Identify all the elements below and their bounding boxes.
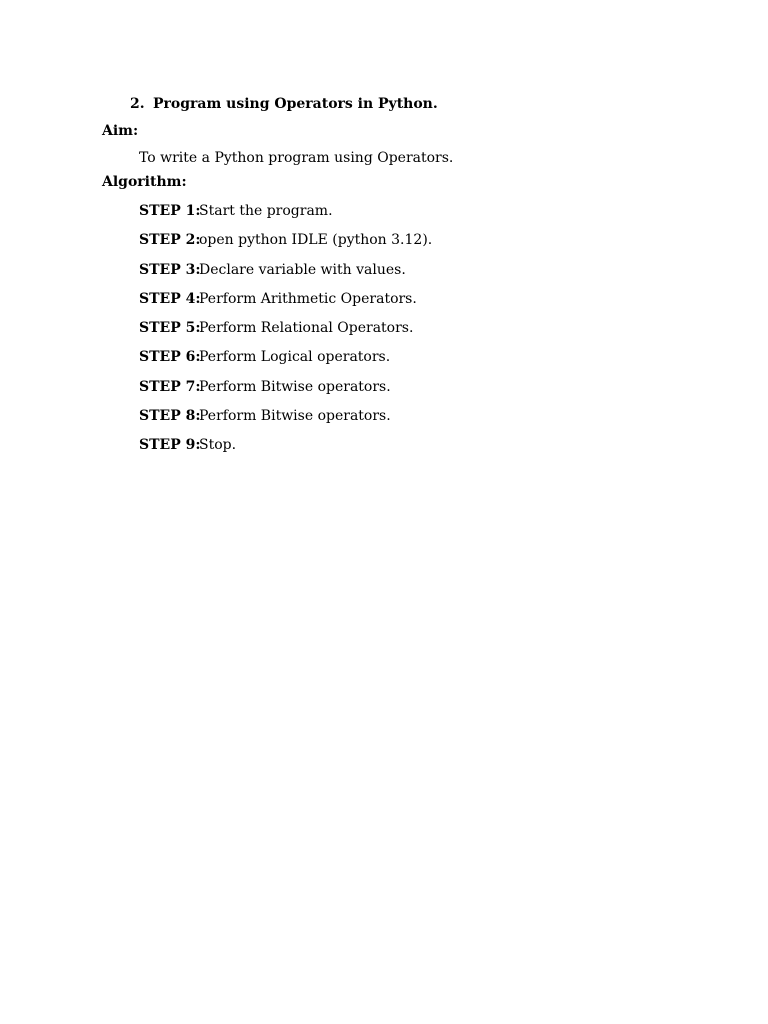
step-text: Perform Bitwise operators. [199,378,391,395]
algorithm-step [139,436,432,465]
step-text: Start the program. [199,203,333,219]
step-text: Declare variable with values. [199,261,406,278]
step-text: Perform Logical operators. [199,349,391,366]
step-text: open python IDLE (python 3.12). [199,232,433,249]
step-text: Perform Relational Operators. [199,320,414,337]
step-label: STEP 4: [139,290,201,307]
algorithm-steps-list [139,202,432,466]
heading-title: Program using Operators in Python. [153,96,438,112]
heading-number: 2. [130,96,145,112]
step-label: STEP 7: [139,378,201,395]
step-label: STEP 6: [139,349,201,366]
step-label: STEP 8: [139,408,201,425]
step-label: STEP 5: [139,320,201,337]
step-text: Perform Bitwise operators. [199,408,391,425]
algorithm-step [139,319,432,348]
algorithm-step [139,261,432,290]
algorithm-step [139,231,432,260]
algorithm-step [139,290,432,319]
step-text: Stop. [199,437,237,454]
step-label: STEP 2: [139,232,201,249]
step-text: Perform Arithmetic Operators. [199,290,417,307]
algorithm-step [139,202,432,231]
algorithm-step [139,348,432,377]
step-label: STEP 3: [139,261,201,278]
section-heading [130,95,438,113]
step-label: STEP 9: [139,437,201,454]
algorithm-step [139,378,432,407]
aim-label: Aim: [102,123,139,139]
step-label: STEP 1: [139,203,201,219]
algorithm-label: Algorithm: [102,174,187,190]
aim-text: To write a Python program using Operators. [139,150,454,166]
algorithm-step [139,407,432,436]
